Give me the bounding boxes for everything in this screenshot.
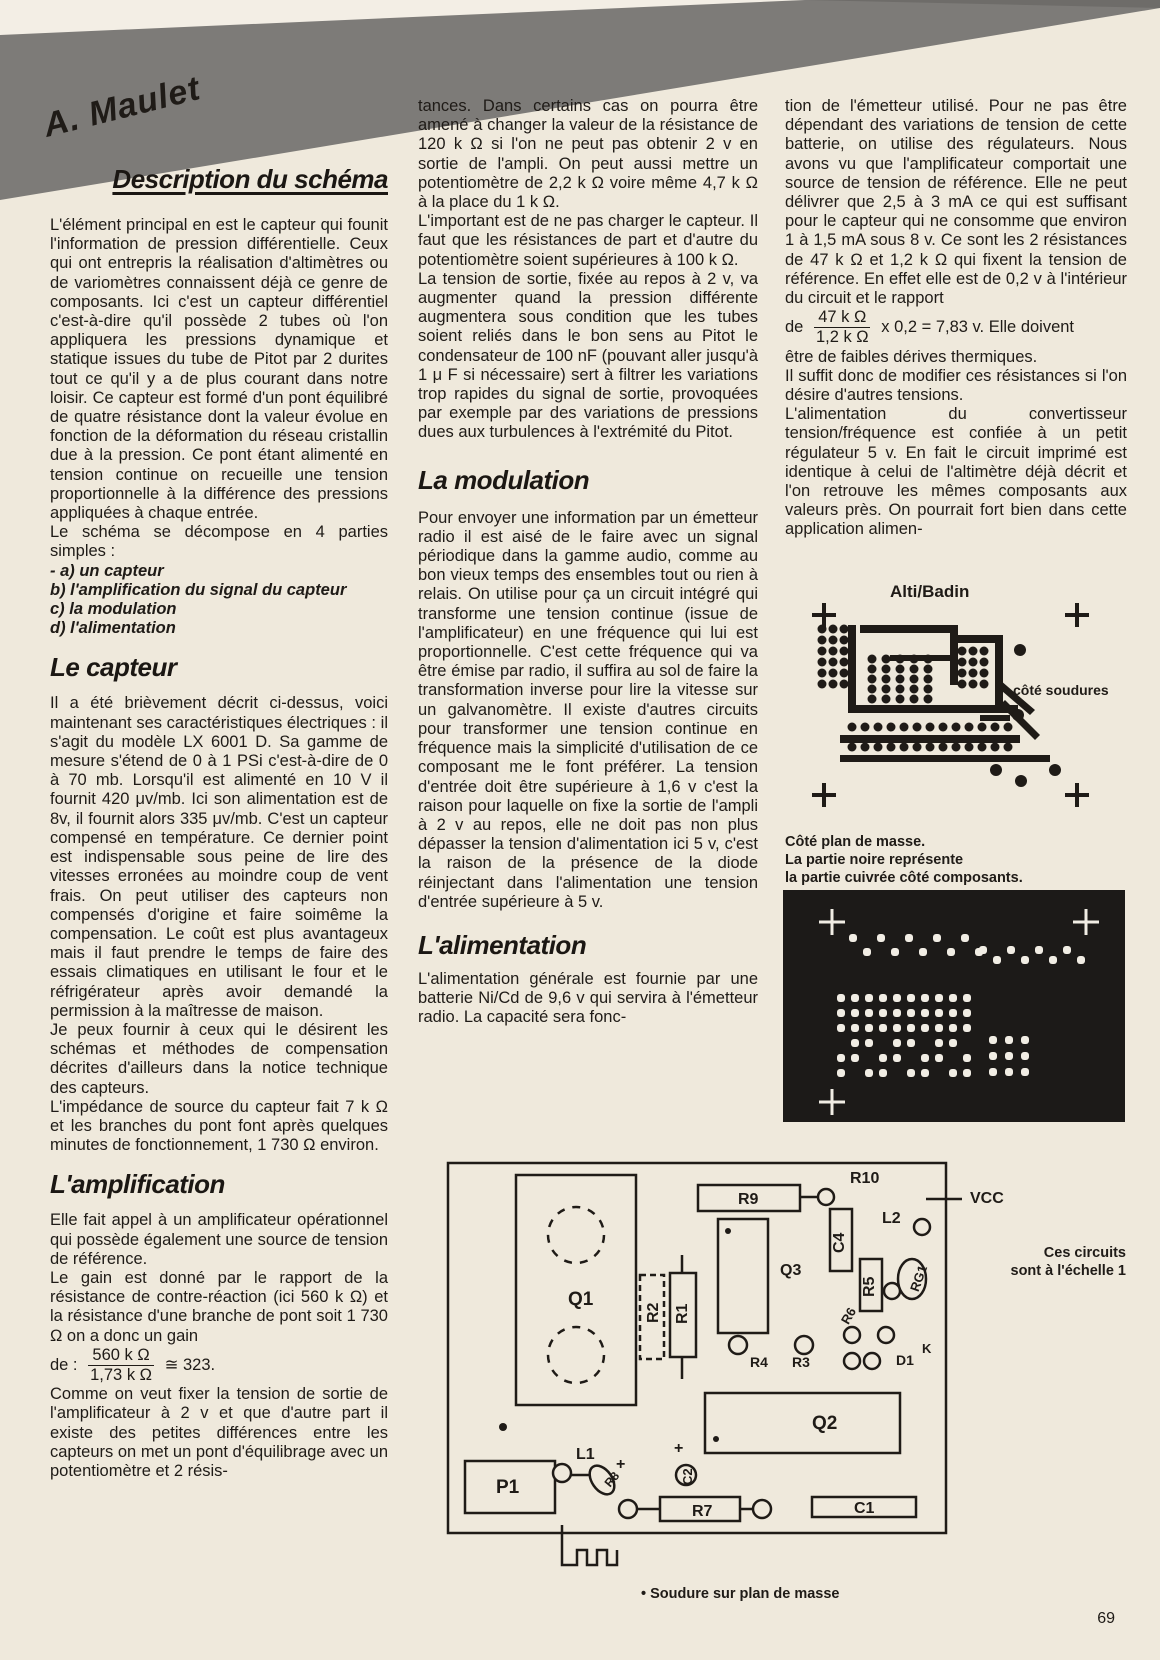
pcb-pad bbox=[840, 625, 849, 634]
pcb-pad bbox=[896, 695, 905, 704]
pcb-pad bbox=[980, 680, 989, 689]
label-q3: Q3 bbox=[780, 1262, 802, 1279]
pcb-pad bbox=[874, 723, 883, 732]
pcb-pad bbox=[924, 665, 933, 674]
ground-pad bbox=[1021, 956, 1029, 964]
ground-pad bbox=[989, 1052, 997, 1060]
label-r5: R5 bbox=[861, 1276, 878, 1297]
ground-pad bbox=[893, 1039, 901, 1047]
ground-pad bbox=[935, 1039, 943, 1047]
pcb-pad bbox=[829, 669, 838, 678]
label-c1: C1 bbox=[854, 1500, 875, 1517]
ground-pad bbox=[1021, 1036, 1029, 1044]
ground-pad bbox=[865, 994, 873, 1002]
scale-note-line: sont à l'échelle 1 bbox=[1010, 1263, 1126, 1279]
ground-pad bbox=[837, 1009, 845, 1017]
section-title-description: Description du schéma bbox=[112, 164, 388, 194]
ratio-fraction bbox=[812, 308, 873, 347]
ground-pad bbox=[949, 1009, 957, 1017]
pcb-pad bbox=[818, 680, 827, 689]
pcb-pad bbox=[924, 685, 933, 694]
pcb-pad bbox=[969, 658, 978, 667]
ground-pad bbox=[879, 1069, 887, 1077]
pcb-pad bbox=[900, 723, 909, 732]
ground-pad bbox=[893, 1009, 901, 1017]
pcb-pad bbox=[913, 723, 922, 732]
pcb-pad bbox=[939, 723, 948, 732]
pcb-pad bbox=[1004, 723, 1013, 732]
pcb-pad bbox=[969, 669, 978, 678]
pcb-ground-plane bbox=[783, 890, 1125, 1122]
pcb-pad bbox=[980, 669, 989, 678]
ratio-prefix: de bbox=[785, 318, 804, 337]
pcb-pad bbox=[910, 655, 919, 664]
pcb-pad bbox=[980, 647, 989, 656]
amp-paragraph-3: Comme on veut fixer la tension de sortie de l'amplificateur à 2 v et que d'autre part il existe des petites différences entre les capteurs on met un pont d'équilibrage avec un potentiomètre et 2 résis- bbox=[50, 1385, 388, 1480]
alimentation-paragraph: L'alimentation générale est fournie par une batterie Ni/Cd de 9,6 v qui servira à l'émetteur radio. La capacité sera fonc- bbox=[418, 969, 758, 1027]
pcb-pad bbox=[910, 665, 919, 674]
gain-result: ≅ 323. bbox=[164, 1355, 216, 1374]
ground-pad bbox=[921, 1069, 929, 1077]
ground-pad bbox=[1063, 946, 1071, 954]
board-title: Alti/Badin bbox=[890, 582, 970, 601]
ground-pad bbox=[949, 1069, 957, 1077]
pcb-pad bbox=[924, 695, 933, 704]
ground-pad bbox=[865, 1024, 873, 1032]
label-k: K bbox=[922, 1341, 932, 1356]
pcb-pad bbox=[868, 685, 877, 694]
ground-pad bbox=[989, 1068, 997, 1076]
pcb-pad bbox=[840, 658, 849, 667]
gain-numerator: 560 k Ω bbox=[88, 1346, 153, 1366]
ground-pad bbox=[907, 1039, 915, 1047]
ground-pad bbox=[963, 994, 971, 1002]
ground-pad bbox=[865, 1039, 873, 1047]
ratio-numerator: 47 k Ω bbox=[814, 308, 870, 328]
pcb-pad bbox=[818, 658, 827, 667]
ground-pad bbox=[837, 994, 845, 1002]
pcb-pad bbox=[818, 669, 827, 678]
amp-paragraph-1: Elle fait appel à un amplificateur opérationnel qui possède également une source de tension de référence. bbox=[50, 1211, 388, 1268]
ratio-formula bbox=[785, 308, 1127, 347]
ground-pad bbox=[935, 1024, 943, 1032]
ground-pad bbox=[963, 1069, 971, 1077]
col3-paragraph-1: tion de l'émetteur utilisé. Pour ne pas être dépendant des variations de tension de cette batterie, on utilise des régulateurs. Nous avons vu que l'amplificateur comportait une source de tension de référence. Elle ne peut délivrer que 2,5 à 3 mA ce qui est suffisant pour le capteur qui ne consomme que environ 1 à 1,5 mA sous 8 v. Ce sont les 2 résistances de 47 k Ω et 1,2 k Ω qui fixent la tension de référence. En effet elle est de 0,2 v à l'intérieur du circuit et le rapport bbox=[785, 97, 1127, 308]
list-item: - a) un capteur bbox=[50, 561, 164, 580]
list-item: c) la modulation bbox=[50, 600, 177, 619]
pcb-pad bbox=[840, 636, 849, 645]
pcb-pad bbox=[840, 680, 849, 689]
pcb-pad bbox=[924, 655, 933, 664]
ground-pad bbox=[907, 1024, 915, 1032]
ground-pad bbox=[921, 1024, 929, 1032]
capteur-paragraph-3: L'impédance de source du capteur fait 7 k Ω et les branches du pont font après quelques minutes de fonctionnement, 1 730 Ω environ. bbox=[50, 1097, 388, 1155]
col3-paragraph-2: Il suffit donc de modifier ces résistances si l'on désire d'autres tensions. bbox=[785, 366, 1127, 405]
caption-line: la partie cuivrée côté composants. bbox=[785, 870, 1023, 886]
ground-pad bbox=[893, 1054, 901, 1062]
label-c2: C2 bbox=[680, 1468, 695, 1485]
pcb-pad bbox=[868, 665, 877, 674]
ground-solder-note: • Soudure sur plan de masse bbox=[641, 1586, 840, 1602]
ground-pad bbox=[979, 946, 987, 954]
section-title-alimentation: L'alimentation bbox=[418, 929, 587, 960]
capteur-paragraph-2: Je peux fournir à ceux qui le désirent les schémas et méthodes de compensation décrites d'ailleurs dans la notice technique des capteurs. bbox=[50, 1020, 388, 1097]
pcb-pad bbox=[965, 743, 974, 752]
ground-pad bbox=[1021, 1068, 1029, 1076]
pcb-pad bbox=[896, 665, 905, 674]
ground-pad bbox=[921, 1009, 929, 1017]
pcb-pad bbox=[924, 675, 933, 684]
ground-pad bbox=[865, 1069, 873, 1077]
component-layout-diagram bbox=[440, 1155, 1004, 1605]
ground-pad bbox=[1005, 1036, 1013, 1044]
pcb-pad bbox=[882, 675, 891, 684]
label-vcc: VCC bbox=[970, 1190, 1004, 1207]
ground-pad bbox=[907, 994, 915, 1002]
pcb-pad bbox=[829, 636, 838, 645]
ground-pad bbox=[935, 1054, 943, 1062]
pcb-pad bbox=[910, 685, 919, 694]
pcb-pad bbox=[939, 743, 948, 752]
ground-pad bbox=[921, 1054, 929, 1062]
ground-pad bbox=[891, 948, 899, 956]
pcb-pad bbox=[887, 743, 896, 752]
scale-note bbox=[1003, 1244, 1126, 1280]
ground-pad bbox=[837, 1054, 845, 1062]
pcb-pad bbox=[829, 625, 838, 634]
ground-pad bbox=[963, 1009, 971, 1017]
pcb-pad bbox=[868, 695, 877, 704]
pcb-pad bbox=[1004, 743, 1013, 752]
ground-pad bbox=[1021, 1052, 1029, 1060]
label-plus-l1: + bbox=[616, 1456, 626, 1473]
section-title-modulation: La modulation bbox=[418, 464, 590, 495]
ground-pad bbox=[851, 1009, 859, 1017]
ground-pad bbox=[879, 994, 887, 1002]
ground-pad bbox=[919, 948, 927, 956]
pcb-pad bbox=[818, 647, 827, 656]
label-l2: L2 bbox=[882, 1210, 901, 1227]
ground-plane-caption bbox=[785, 833, 1023, 887]
pcb-pad bbox=[887, 723, 896, 732]
pcb-pad bbox=[978, 743, 987, 752]
ground-pad bbox=[877, 934, 885, 942]
ratio-result: x 0,2 = 7,83 v. Elle doivent bbox=[881, 318, 1075, 337]
pcb-pad bbox=[952, 723, 961, 732]
pcb-pad bbox=[840, 647, 849, 656]
capteur-paragraph-1: Il a été brièvement décrit ci-dessus, voici maintenant ses caractéristiques électriques : il s'agit du modèle LX 6001 D. Sa gamme de mesure s'étend de 0 à 1 PSi c'est-à-dire de 0 à 70 mb. Lorsqu'il est alimenté en 10 V il fournit 420 μv/mb. Ici son alimentation est de 8v, il fournit alors 335 μv/mb. C'est un capteur compensé en température. Ce dernier point est indispensable sous peine de lire des vitesses erronées au moindre coup de vent frais. On peut utiliser des capteurs non compensés d'origine et faire soimême la compensation. Le coût est plus avantageux mais il faut prendre le temps de faire des essais climatiques en utilisant le four et le réfrigérateur après avoir demandé la permission à la maîtresse de maison. bbox=[50, 694, 388, 1020]
gain-fraction bbox=[86, 1346, 156, 1385]
col2-paragraph-1: tances. Dans certains cas on pourra être amené à changer la valeur de la résistance de 120 k Ω si l'on ne peut pas obtenir 2 v en sortie de l'ampli. On peut aussi mettre un potentiomètre de 2,2 k Ω voire même 4,7 k Ω à la place du 1 k Ω. bbox=[418, 97, 758, 212]
ground-pad bbox=[851, 1024, 859, 1032]
page-number: 69 bbox=[1097, 1610, 1115, 1627]
label-c4: C4 bbox=[831, 1232, 848, 1253]
pcb-pad bbox=[818, 636, 827, 645]
pcb-pad bbox=[958, 658, 967, 667]
col2-paragraph-2: L'important est de ne pas charger le capteur. Il faut que les résistances de part et d'autre du potentiomètre soient supérieures à 100 k Ω. bbox=[418, 212, 758, 269]
label-rg1: RG1 bbox=[906, 1263, 931, 1294]
pcb-pad bbox=[848, 723, 857, 732]
pcb-pad bbox=[818, 625, 827, 634]
ground-pad bbox=[949, 994, 957, 1002]
pcb-pad bbox=[882, 655, 891, 664]
gain-denominator: 1,73 k Ω bbox=[90, 1365, 152, 1384]
amp-paragraph-2: Le gain est donné par le rapport de la résistance de contre-réaction (ici 560 k Ω) et la résistance d'une branche de pont soit 1 730 Ω on a donc un gain bbox=[50, 1268, 388, 1345]
pcb-pad bbox=[913, 743, 922, 752]
ground-pad bbox=[893, 1024, 901, 1032]
pcb-pad bbox=[978, 723, 987, 732]
ground-pad bbox=[935, 994, 943, 1002]
ground-pad bbox=[879, 1024, 887, 1032]
list-item: d) l'alimentation bbox=[50, 619, 176, 638]
pcb-pad bbox=[861, 743, 870, 752]
ground-pad bbox=[837, 1069, 845, 1077]
ground-pad bbox=[989, 1036, 997, 1044]
ground-pad bbox=[879, 1009, 887, 1017]
ground-pad bbox=[879, 1054, 887, 1062]
ground-pad bbox=[849, 934, 857, 942]
pcb-pad bbox=[896, 675, 905, 684]
col3-paragraph-3: L'alimentation du convertisseur tension/fréquence est confiée à un petit régulateur 5 v. En fait le circuit imprimé est identique à celui de l'altimètre déjà décrit et l'on retrouve les mêmes composants aux valeurs près. On pourrait fort bien dans cette application alimen- bbox=[785, 405, 1127, 539]
ground-pad bbox=[961, 934, 969, 942]
label-r8: R8 bbox=[601, 1469, 623, 1490]
ratio-denominator: 1,2 k Ω bbox=[815, 328, 869, 347]
label-r7: R7 bbox=[692, 1503, 713, 1520]
ground-pad bbox=[865, 1009, 873, 1017]
pcb-pad bbox=[910, 695, 919, 704]
pcb-pad bbox=[965, 723, 974, 732]
ground-pad bbox=[851, 994, 859, 1002]
pcb-pad bbox=[991, 743, 1000, 752]
label-r3: R3 bbox=[792, 1354, 810, 1370]
modulation-paragraph: Pour envoyer une information par un émetteur radio il est aisé de le faire avec un signal périodique dans la gamme audio, comme au bon vieux temps des ensembles tout ou rien à relais. On utilise pour ça un circuit intégré qui transforme une tension continue (issue de l'amplificateur) en une fréquence qui lui est proportionnelle. C'est cette fréquence qui va être émise par radio, il suffira au sol de faire la transformation inverse pour lire la vitesse sur un galvanomètre. Il existe d'autres circuits pour transformer une tension continue en fréquence mais la simplicité d'utilisation de ce composant me le font préférer. La tension d'entrée doit être supérieure à 1,6 v c'est la raison pour laquelle on fixe la sortie de l'ampli à 2 v au repos, elle ne doit pas non plus dépasser la tension d'alimentation ici 5 v, c'est la raison de la présence de la diode réinjectant dans l'alimentation une tension d'entrée supérieure à 5 v. bbox=[418, 508, 758, 911]
label-r9: R9 bbox=[738, 1191, 759, 1208]
pcb-pad bbox=[882, 695, 891, 704]
label-q2: Q2 bbox=[812, 1413, 838, 1434]
pcb-pad bbox=[874, 743, 883, 752]
ground-pad bbox=[963, 1024, 971, 1032]
pcb-pad bbox=[861, 723, 870, 732]
ground-pad bbox=[949, 1024, 957, 1032]
ground-pad bbox=[907, 1009, 915, 1017]
label-q1: Q1 bbox=[568, 1289, 594, 1310]
pcb-pad bbox=[868, 675, 877, 684]
ground-pad bbox=[1035, 946, 1043, 954]
parts-intro: Le schéma se décompose en 4 parties simples : bbox=[50, 523, 388, 561]
column-3 bbox=[785, 97, 1127, 540]
list-item: b) l'amplification du signal du capteur bbox=[50, 580, 347, 599]
pcb-pad bbox=[882, 685, 891, 694]
ground-pad bbox=[893, 994, 901, 1002]
ground-pad bbox=[863, 948, 871, 956]
label-d1: D1 bbox=[896, 1352, 914, 1368]
ground-pad bbox=[921, 994, 929, 1002]
pcb-pad bbox=[848, 743, 857, 752]
ground-pad bbox=[1049, 956, 1057, 964]
section-title-capteur: Le capteur bbox=[50, 652, 177, 683]
pcb-pad bbox=[896, 655, 905, 664]
pcb-pad bbox=[900, 743, 909, 752]
pcb-solder-side bbox=[800, 595, 1140, 815]
intro-paragraph: L'élément principal en est le capteur qui founit l'information de pression différentielle. Ceux qui ont entrepris la réalisation d'altimètres ou de variomètres connaissent déjà ce genre de composants. Ici c'est un capteur différentiel c'est-à-dire qu'il possède 2 tubes où l'on appliquera les pressions dynamique et statique issues du tube de Pitot par 2 durites tout ce qu'il y a de plus courant dans notre loisir. Ce capteur est formé d'un pont équilibré de quatre résistance dont la valeur évolue en fonction de la déformation du réseau cristallin due à la pression. Ce pont étant alimenté en tension continue on recueille une tension proportionnelle à la différence des pressions appliquées à chaque entrée. bbox=[50, 216, 388, 523]
label-r2: R2 bbox=[645, 1302, 662, 1323]
label-plus-c2: + bbox=[674, 1440, 684, 1457]
pcb-pad bbox=[829, 680, 838, 689]
ground-pad bbox=[963, 1054, 971, 1062]
pcb-pad bbox=[991, 723, 1000, 732]
ground-pad bbox=[1005, 1052, 1013, 1060]
pcb-pad bbox=[926, 743, 935, 752]
gain-prefix: de : bbox=[50, 1355, 78, 1374]
ground-pad bbox=[851, 1054, 859, 1062]
pcb-pad bbox=[829, 647, 838, 656]
ground-pad bbox=[935, 1009, 943, 1017]
pcb-pad bbox=[958, 669, 967, 678]
label-r10: R10 bbox=[850, 1170, 880, 1187]
caption-line: La partie noire représente bbox=[785, 852, 964, 868]
ground-pad bbox=[907, 1069, 915, 1077]
pcb-pad bbox=[868, 655, 877, 664]
ground-pad bbox=[837, 1024, 845, 1032]
label-p1: P1 bbox=[496, 1477, 520, 1498]
ground-pad bbox=[947, 948, 955, 956]
label-r1: R1 bbox=[674, 1303, 691, 1324]
ground-pad bbox=[1007, 946, 1015, 954]
ground-pad bbox=[851, 1039, 859, 1047]
label-l1: L1 bbox=[576, 1446, 595, 1463]
pcb-pad bbox=[980, 658, 989, 667]
solder-side-label: côté soudures bbox=[1013, 682, 1109, 698]
pcb-pad bbox=[969, 680, 978, 689]
column-1 bbox=[50, 150, 388, 1481]
label-r6: R6 bbox=[837, 1304, 860, 1327]
pcb-pad bbox=[926, 723, 935, 732]
pcb-pad bbox=[910, 675, 919, 684]
pcb-pad bbox=[829, 658, 838, 667]
parts-list bbox=[50, 562, 388, 639]
pcb-pad bbox=[969, 647, 978, 656]
col2-paragraph-3: La tension de sortie, fixée au repos à 2 v, va augmenter quand la pression différente augmentera sous condition que les tubes soient reliés dans le bon sens au Pitot le condensateur de 100 nF (pouvant aller jusqu'à 1 μ F si nécessaire) sert à filtrer les variations trop rapides du signal de sortie, provoquées par exemple par des variations de pressions dues aux turbulences à l'extrémité du Pitot. bbox=[418, 269, 758, 442]
ground-pad bbox=[1077, 956, 1085, 964]
ground-pad bbox=[1005, 1068, 1013, 1076]
author-name: A. Maulet bbox=[39, 69, 205, 145]
caption-line: Côté plan de masse. bbox=[785, 834, 926, 850]
ground-pad bbox=[905, 934, 913, 942]
scale-note-line: Ces circuits bbox=[1043, 1245, 1126, 1261]
ground-pad bbox=[933, 934, 941, 942]
pcb-pad bbox=[840, 669, 849, 678]
pcb-pad bbox=[882, 665, 891, 674]
col3-paragraph-1-end: être de faibles dérives thermiques. bbox=[785, 347, 1038, 366]
pcb-pad bbox=[896, 685, 905, 694]
column-2 bbox=[418, 97, 758, 1028]
pcb-pad bbox=[952, 743, 961, 752]
gain-formula bbox=[50, 1346, 388, 1385]
ground-pad bbox=[949, 1039, 957, 1047]
label-r4: R4 bbox=[750, 1354, 768, 1370]
pcb-pad bbox=[958, 680, 967, 689]
ground-pad bbox=[993, 956, 1001, 964]
section-title-amplification: L'amplification bbox=[50, 1169, 225, 1200]
pcb-pad bbox=[958, 647, 967, 656]
